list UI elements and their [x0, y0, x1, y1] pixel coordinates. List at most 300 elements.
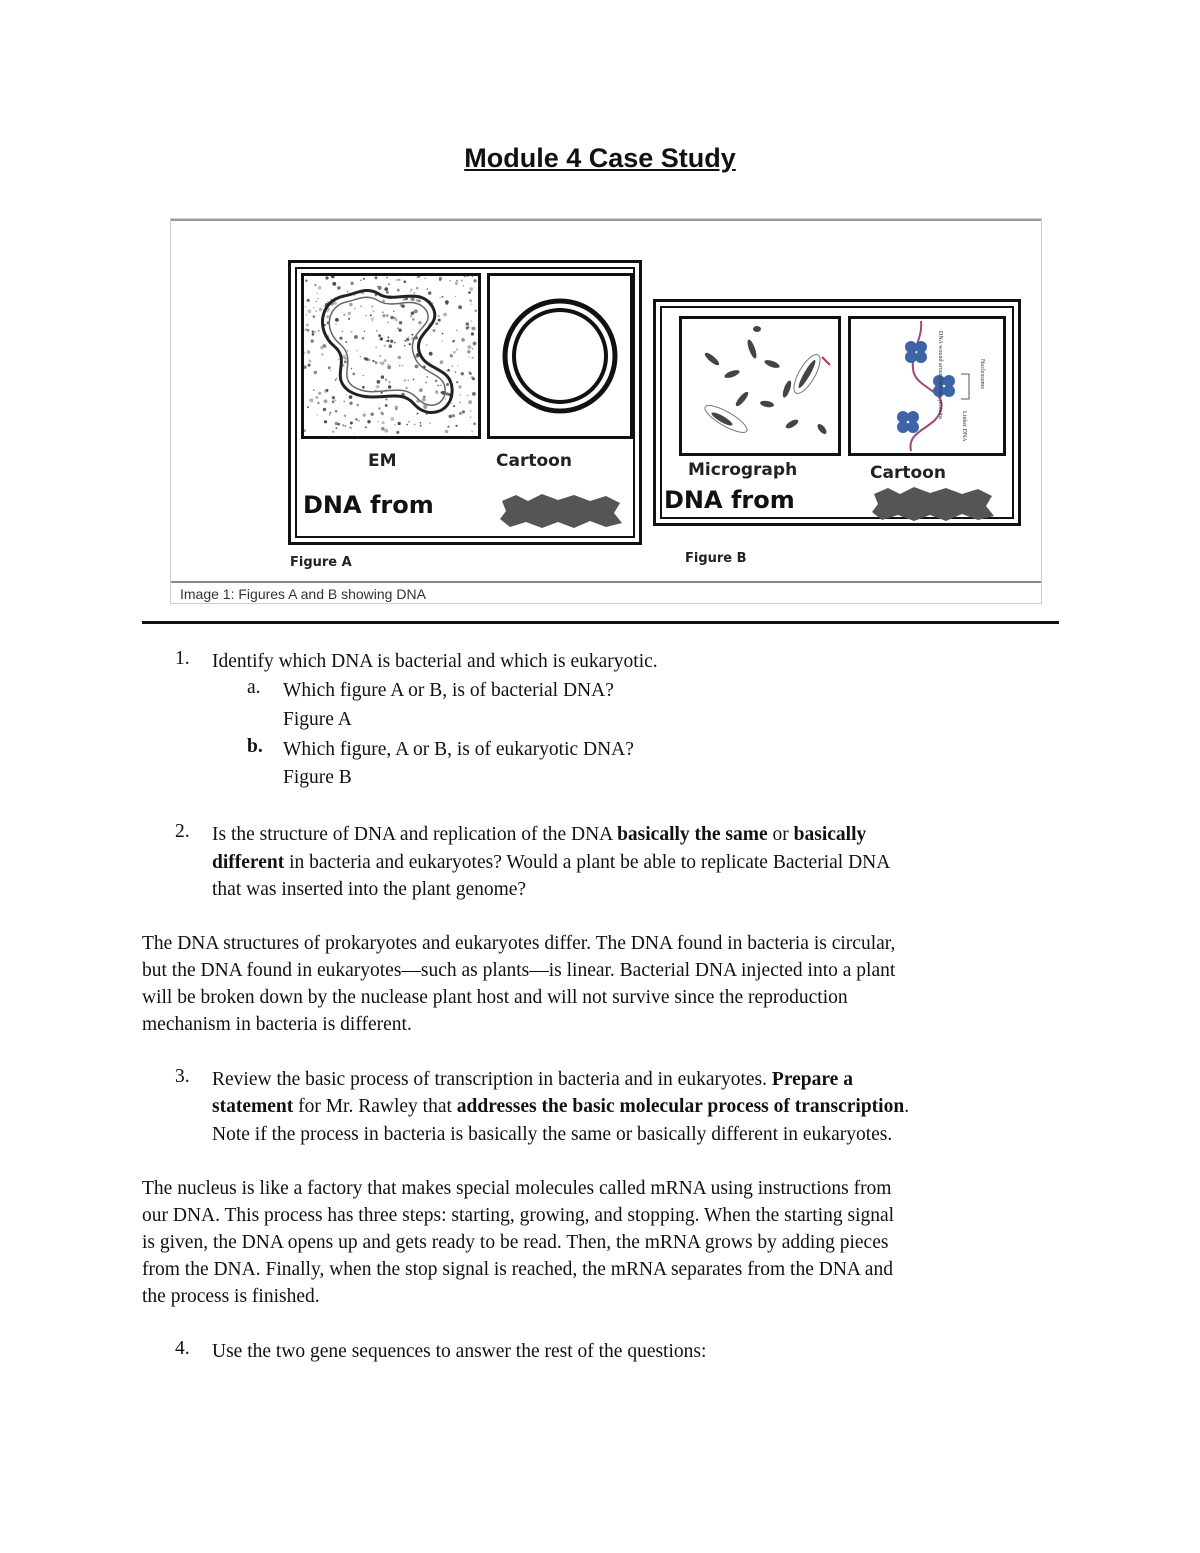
em-speckle	[399, 365, 401, 367]
em-speckle	[336, 427, 338, 429]
em-speckle	[414, 292, 416, 294]
em-speckle	[451, 365, 453, 367]
em-speckle	[455, 425, 457, 427]
em-speckle	[385, 378, 388, 381]
em-speckle	[378, 407, 380, 409]
em-speckle	[408, 380, 410, 382]
em-speckle	[415, 365, 419, 369]
em-speckle	[305, 280, 307, 282]
em-speckle	[430, 423, 431, 424]
em-speckle	[406, 424, 408, 426]
em-speckle	[326, 310, 328, 312]
em-speckle	[371, 305, 373, 307]
em-speckle	[475, 310, 477, 312]
em-speckle	[364, 331, 365, 332]
em-speckle	[390, 340, 393, 343]
cartoon-a-panel	[487, 273, 633, 439]
em-speckle	[446, 370, 447, 371]
em-speckle	[404, 280, 407, 283]
em-speckle	[446, 383, 449, 386]
answer-2-line: The DNA structures of prokaryotes and eukaryotes differ. The DNA found in bacteria is circular,	[142, 933, 896, 954]
em-speckle	[323, 344, 326, 347]
em-speckle	[312, 331, 314, 333]
q1-text: Identify which DNA is bacterial and which is eukaryotic.	[212, 651, 658, 672]
em-speckle	[336, 378, 338, 380]
em-speckle	[328, 308, 331, 311]
em-speckle	[449, 415, 452, 418]
em-speckle	[339, 337, 342, 340]
em-speckle	[375, 276, 378, 279]
em-speckle	[440, 392, 441, 393]
em-speckle	[343, 401, 345, 403]
em-speckle	[439, 297, 441, 299]
q1b-text: Which figure, A or B, is of eukaryotic DNA?	[283, 739, 634, 760]
em-speckle	[426, 344, 428, 346]
em-speckle	[335, 323, 336, 324]
q3-line-1	[212, 1066, 853, 1093]
q2-line-1	[212, 821, 866, 848]
em-speckle	[321, 353, 323, 355]
em-speckle	[446, 393, 449, 396]
em-speckle	[410, 315, 412, 317]
q2-l1-mid: or	[767, 824, 794, 845]
em-speckle	[307, 350, 310, 353]
em-speckle	[454, 340, 456, 342]
q1a-answer: Figure A	[283, 709, 352, 730]
em-speckle	[456, 381, 458, 383]
em-speckle	[404, 340, 406, 342]
answer-3-line: The nucleus is like a factory that makes special molecules called mRNA using instructions from	[142, 1178, 892, 1199]
em-speckle	[460, 394, 462, 396]
em-speckle	[438, 315, 440, 317]
em-speckle	[471, 327, 472, 328]
em-speckle	[317, 415, 318, 416]
em-speckle	[445, 430, 448, 433]
em-speckle	[466, 322, 470, 326]
em-speckle	[397, 289, 400, 292]
em-speckle	[439, 277, 442, 280]
em-speckle	[398, 422, 401, 425]
em-speckle	[307, 329, 309, 331]
em-speckle	[403, 298, 406, 301]
em-speckle	[363, 414, 366, 417]
em-speckle	[344, 360, 347, 363]
em-speckle	[426, 376, 428, 378]
em-speckle	[349, 402, 352, 405]
em-speckle	[326, 389, 329, 392]
em-speckle	[387, 336, 389, 338]
em-speckle	[313, 315, 316, 318]
em-speckle	[373, 310, 375, 312]
em-speckle	[461, 338, 465, 342]
em-speckle	[376, 385, 379, 388]
em-speckle	[314, 371, 318, 375]
em-speckle	[323, 408, 326, 411]
q3-l2-bold2: addresses the basic molecular process of transcription	[456, 1096, 905, 1117]
em-speckle	[384, 429, 388, 433]
em-speckle	[350, 282, 353, 285]
em-speckle	[367, 420, 370, 423]
em-speckle	[307, 406, 309, 408]
micrograph-panel	[679, 316, 841, 456]
answer-3-line: our DNA. This process has three steps: starting, growing, and stopping. When the starting signal	[142, 1205, 895, 1226]
em-speckle	[416, 287, 419, 290]
em-speckle	[318, 330, 320, 332]
em-speckle	[399, 329, 402, 332]
em-speckle	[394, 342, 396, 344]
em-speckle	[441, 340, 442, 341]
figure-a-box	[288, 260, 642, 545]
q3-l2-bold1: statement	[212, 1096, 294, 1117]
em-speckle	[318, 392, 321, 395]
nucleosome-cartoon	[851, 319, 1003, 453]
em-speckle	[372, 320, 373, 321]
em-speckle	[335, 410, 338, 413]
em-speckle	[440, 385, 441, 386]
em-speckle	[410, 291, 411, 292]
em-speckle	[404, 345, 405, 346]
em-speckle	[362, 386, 365, 389]
em-speckle	[360, 356, 361, 357]
em-speckle	[472, 276, 473, 277]
em-speckle	[455, 282, 458, 285]
chromosome-micrograph-image	[682, 319, 838, 453]
em-speckle	[386, 341, 387, 342]
em-speckle	[394, 424, 395, 425]
em-speckle	[380, 411, 382, 413]
em-speckle	[348, 312, 351, 315]
em-speckle	[375, 361, 377, 363]
em-speckle	[456, 348, 458, 350]
em-speckle	[445, 300, 449, 304]
em-speckle	[389, 344, 393, 348]
em-speckle	[443, 313, 447, 317]
em-speckle	[458, 385, 461, 388]
em-speckle	[354, 433, 355, 434]
em-speckle	[471, 303, 473, 305]
em-speckle	[384, 287, 388, 291]
em-circular-dna-image	[304, 276, 478, 436]
em-speckle	[328, 366, 331, 369]
em-speckle	[380, 337, 383, 340]
em-speckle	[404, 379, 407, 382]
q2-l2-bold: different	[212, 852, 285, 873]
em-speckle	[351, 331, 353, 333]
em-speckle	[313, 389, 315, 391]
em-speckle	[327, 301, 329, 303]
em-speckle	[317, 402, 319, 404]
em-speckle	[429, 352, 433, 356]
em-speckle	[316, 292, 318, 294]
em-speckle	[335, 400, 336, 401]
em-speckle	[398, 356, 401, 359]
q3-l2-end: .	[904, 1096, 910, 1117]
em-speckle	[393, 311, 394, 312]
q1-number: 1.	[175, 648, 190, 669]
em-speckle	[388, 385, 391, 388]
em-speckle	[345, 341, 347, 343]
dna-from-a-label: DNA from	[303, 491, 434, 519]
em-speckle	[438, 319, 441, 322]
em-speckle	[411, 297, 415, 301]
q1b-marker: b.	[247, 736, 263, 757]
em-speckle	[390, 316, 394, 320]
q1a-text: Which figure A or B, is of bacterial DNA?	[283, 680, 614, 701]
em-speckle	[352, 373, 355, 376]
em-speckle	[459, 402, 460, 403]
em-speckle	[422, 398, 426, 402]
frame-top-line	[171, 219, 1041, 221]
figure-a-label: Figure A	[290, 555, 352, 570]
em-speckle	[471, 430, 473, 432]
em-speckle	[423, 396, 426, 399]
em-speckle	[326, 315, 329, 318]
em-speckle	[466, 327, 469, 330]
em-speckle	[351, 368, 353, 370]
q3-number: 3.	[175, 1066, 190, 1087]
em-speckle	[329, 412, 331, 414]
em-speckle	[346, 395, 347, 396]
em-speckle	[420, 425, 422, 427]
em-speckle	[455, 296, 457, 298]
q3-l1-bold: Prepare a	[771, 1069, 853, 1090]
em-speckle	[304, 352, 305, 354]
em-speckle	[357, 404, 359, 406]
nucleosome-label: Nucleosome	[979, 359, 985, 389]
em-speckle	[318, 286, 322, 290]
em-speckle	[411, 334, 413, 336]
q4-text: Use the two gene sequences to answer the rest of the questions:	[212, 1341, 707, 1362]
em-speckle	[402, 305, 405, 308]
em-speckle	[394, 317, 397, 320]
em-speckle	[315, 396, 318, 399]
em-speckle	[314, 284, 316, 286]
em-speckle	[325, 276, 328, 279]
q4-number: 4.	[175, 1338, 190, 1359]
caption-bar	[171, 581, 1041, 603]
em-speckle	[355, 418, 358, 421]
em-speckle	[410, 288, 412, 290]
em-speckle	[315, 310, 317, 312]
em-speckle	[360, 280, 361, 281]
em-speckle	[445, 398, 446, 399]
q1a-marker: a.	[247, 677, 261, 698]
em-speckle	[455, 371, 457, 373]
em-speckle	[388, 283, 390, 285]
redacted-organism-b	[868, 484, 998, 524]
em-speckle	[447, 369, 450, 372]
em-speckle	[377, 421, 379, 423]
em-speckle	[469, 299, 472, 302]
em-speckle	[385, 404, 388, 407]
em-speckle	[456, 330, 458, 332]
em-speckle	[377, 286, 378, 287]
em-speckle	[386, 314, 388, 316]
em-speckle	[329, 414, 331, 416]
em-speckle	[395, 319, 397, 321]
em-speckle	[380, 362, 381, 363]
em-speckle	[398, 279, 400, 281]
em-speckle	[469, 372, 472, 375]
em-speckle	[447, 426, 449, 428]
em-label: EM	[368, 451, 397, 471]
em-speckle	[417, 276, 420, 278]
cartoon-b-panel	[848, 316, 1006, 456]
redacted-organism-a	[496, 491, 626, 531]
em-speckle	[358, 420, 360, 422]
em-speckle	[354, 295, 356, 297]
em-speckle	[349, 395, 353, 399]
em-speckle	[467, 345, 471, 349]
figure-b-box	[653, 299, 1021, 526]
em-speckle	[471, 376, 474, 379]
answer-2-line: mechanism in bacteria is different.	[142, 1014, 412, 1035]
em-speckle	[467, 350, 470, 353]
em-speckle	[461, 280, 463, 282]
figure-b-label: Figure B	[685, 551, 747, 566]
em-speckle	[424, 278, 426, 280]
em-speckle	[381, 362, 385, 366]
em-speckle	[365, 358, 368, 361]
em-speckle	[344, 414, 347, 417]
em-speckle	[412, 318, 414, 320]
em-speckle	[440, 360, 444, 364]
em-speckle	[381, 427, 385, 431]
em-speckle	[312, 333, 315, 336]
em-speckle	[317, 298, 319, 300]
q3-l2-mid: for Mr. Rawley that	[293, 1096, 457, 1117]
em-speckle	[450, 354, 453, 357]
em-speckle	[304, 429, 306, 432]
em-speckle	[395, 408, 397, 410]
em-speckle	[428, 291, 431, 294]
em-speckle	[335, 318, 339, 322]
em-speckle	[413, 379, 415, 381]
em-speckle	[331, 276, 335, 278]
answer-3-line: is given, the DNA opens up and gets ready to be read. Then, the mRNA grows by adding pieces	[142, 1232, 889, 1253]
q3-line-3: Note if the process in bacteria is basically the same or basically different in eukaryotes.	[212, 1124, 893, 1145]
em-speckle	[381, 375, 384, 378]
em-speckle	[386, 277, 388, 279]
em-speckle	[365, 426, 367, 428]
em-speckle	[437, 385, 439, 387]
em-speckle	[410, 298, 411, 299]
em-speckle	[377, 380, 381, 384]
em-speckle	[441, 296, 443, 298]
em-speckle	[453, 351, 456, 354]
em-speckle	[371, 413, 374, 416]
em-speckle	[433, 329, 436, 332]
em-speckle	[348, 318, 350, 320]
em-speckle	[472, 392, 476, 396]
em-speckle	[306, 323, 309, 326]
q2-line-3: that was inserted into the plant genome?	[212, 879, 527, 900]
em-speckle	[416, 299, 419, 302]
em-speckle	[308, 364, 311, 367]
em-speckle	[414, 424, 415, 425]
em-speckle	[456, 280, 458, 282]
em-speckle	[468, 291, 471, 294]
em-speckle	[314, 331, 316, 333]
em-speckle	[307, 299, 310, 302]
q1b-answer: Figure B	[283, 767, 352, 788]
em-speckle	[385, 398, 387, 400]
em-speckle	[324, 420, 327, 423]
em-speckle	[402, 365, 403, 366]
em-speckle	[472, 327, 476, 331]
em-speckle	[459, 412, 462, 415]
em-speckle	[384, 345, 386, 347]
em-speckle	[335, 422, 338, 425]
em-speckle	[408, 421, 410, 423]
em-speckle	[337, 286, 341, 290]
em-speckle	[408, 336, 409, 337]
em-speckle	[342, 330, 344, 332]
em-speckle	[323, 305, 325, 307]
em-speckle	[343, 314, 345, 316]
em-speckle	[365, 315, 367, 317]
linker-dna-label: Linker DNA	[961, 411, 967, 442]
em-speckle	[468, 357, 469, 358]
em-speckle	[399, 321, 402, 324]
em-speckle	[382, 421, 385, 424]
em-speckle	[370, 314, 372, 316]
em-speckle	[390, 417, 394, 421]
em-speckle	[461, 372, 464, 375]
em-speckle	[462, 410, 465, 413]
em-speckle	[470, 410, 471, 411]
em-speckle	[426, 382, 427, 383]
em-speckle	[363, 375, 364, 376]
em-speckle	[350, 422, 353, 425]
em-speckle	[372, 360, 374, 362]
em-speckle	[380, 355, 381, 356]
figure-caption: Image 1: Figures A and B showing DNA	[180, 586, 426, 602]
em-speckle	[435, 380, 438, 383]
em-speckle	[382, 311, 384, 313]
answer-2-line: but the DNA found in eukaryotes—such as plants—is linear. Bacterial DNA injected into a plant	[142, 960, 896, 981]
em-speckle	[337, 358, 339, 360]
em-speckle	[347, 350, 348, 351]
em-speckle	[452, 414, 455, 417]
em-speckle	[375, 295, 377, 297]
em-speckle	[457, 365, 458, 366]
em-speckle	[464, 276, 466, 278]
em-speckle	[426, 288, 427, 289]
cartoon-a-label: Cartoon	[496, 451, 572, 471]
em-speckle	[472, 348, 473, 349]
em-speckle	[319, 308, 322, 311]
em-speckle	[332, 396, 335, 399]
em-speckle	[397, 279, 399, 281]
em-speckle	[411, 311, 414, 314]
em-speckle	[472, 357, 474, 359]
em-speckle	[309, 398, 313, 402]
em-speckle	[342, 424, 344, 426]
em-speckle	[416, 277, 417, 278]
em-speckle	[363, 278, 365, 280]
em-speckle	[419, 388, 423, 392]
em-speckle	[311, 340, 314, 343]
em-speckle	[463, 285, 464, 286]
micrograph-label: Micrograph	[688, 460, 798, 480]
em-speckle	[330, 370, 331, 371]
em-speckle	[466, 276, 468, 277]
em-speckle	[467, 395, 468, 396]
q2-line-2	[212, 849, 890, 876]
em-speckle	[315, 301, 316, 302]
answer-2-line: will be broken down by the nuclease plant host and will not survive since the reproduction	[142, 987, 848, 1008]
